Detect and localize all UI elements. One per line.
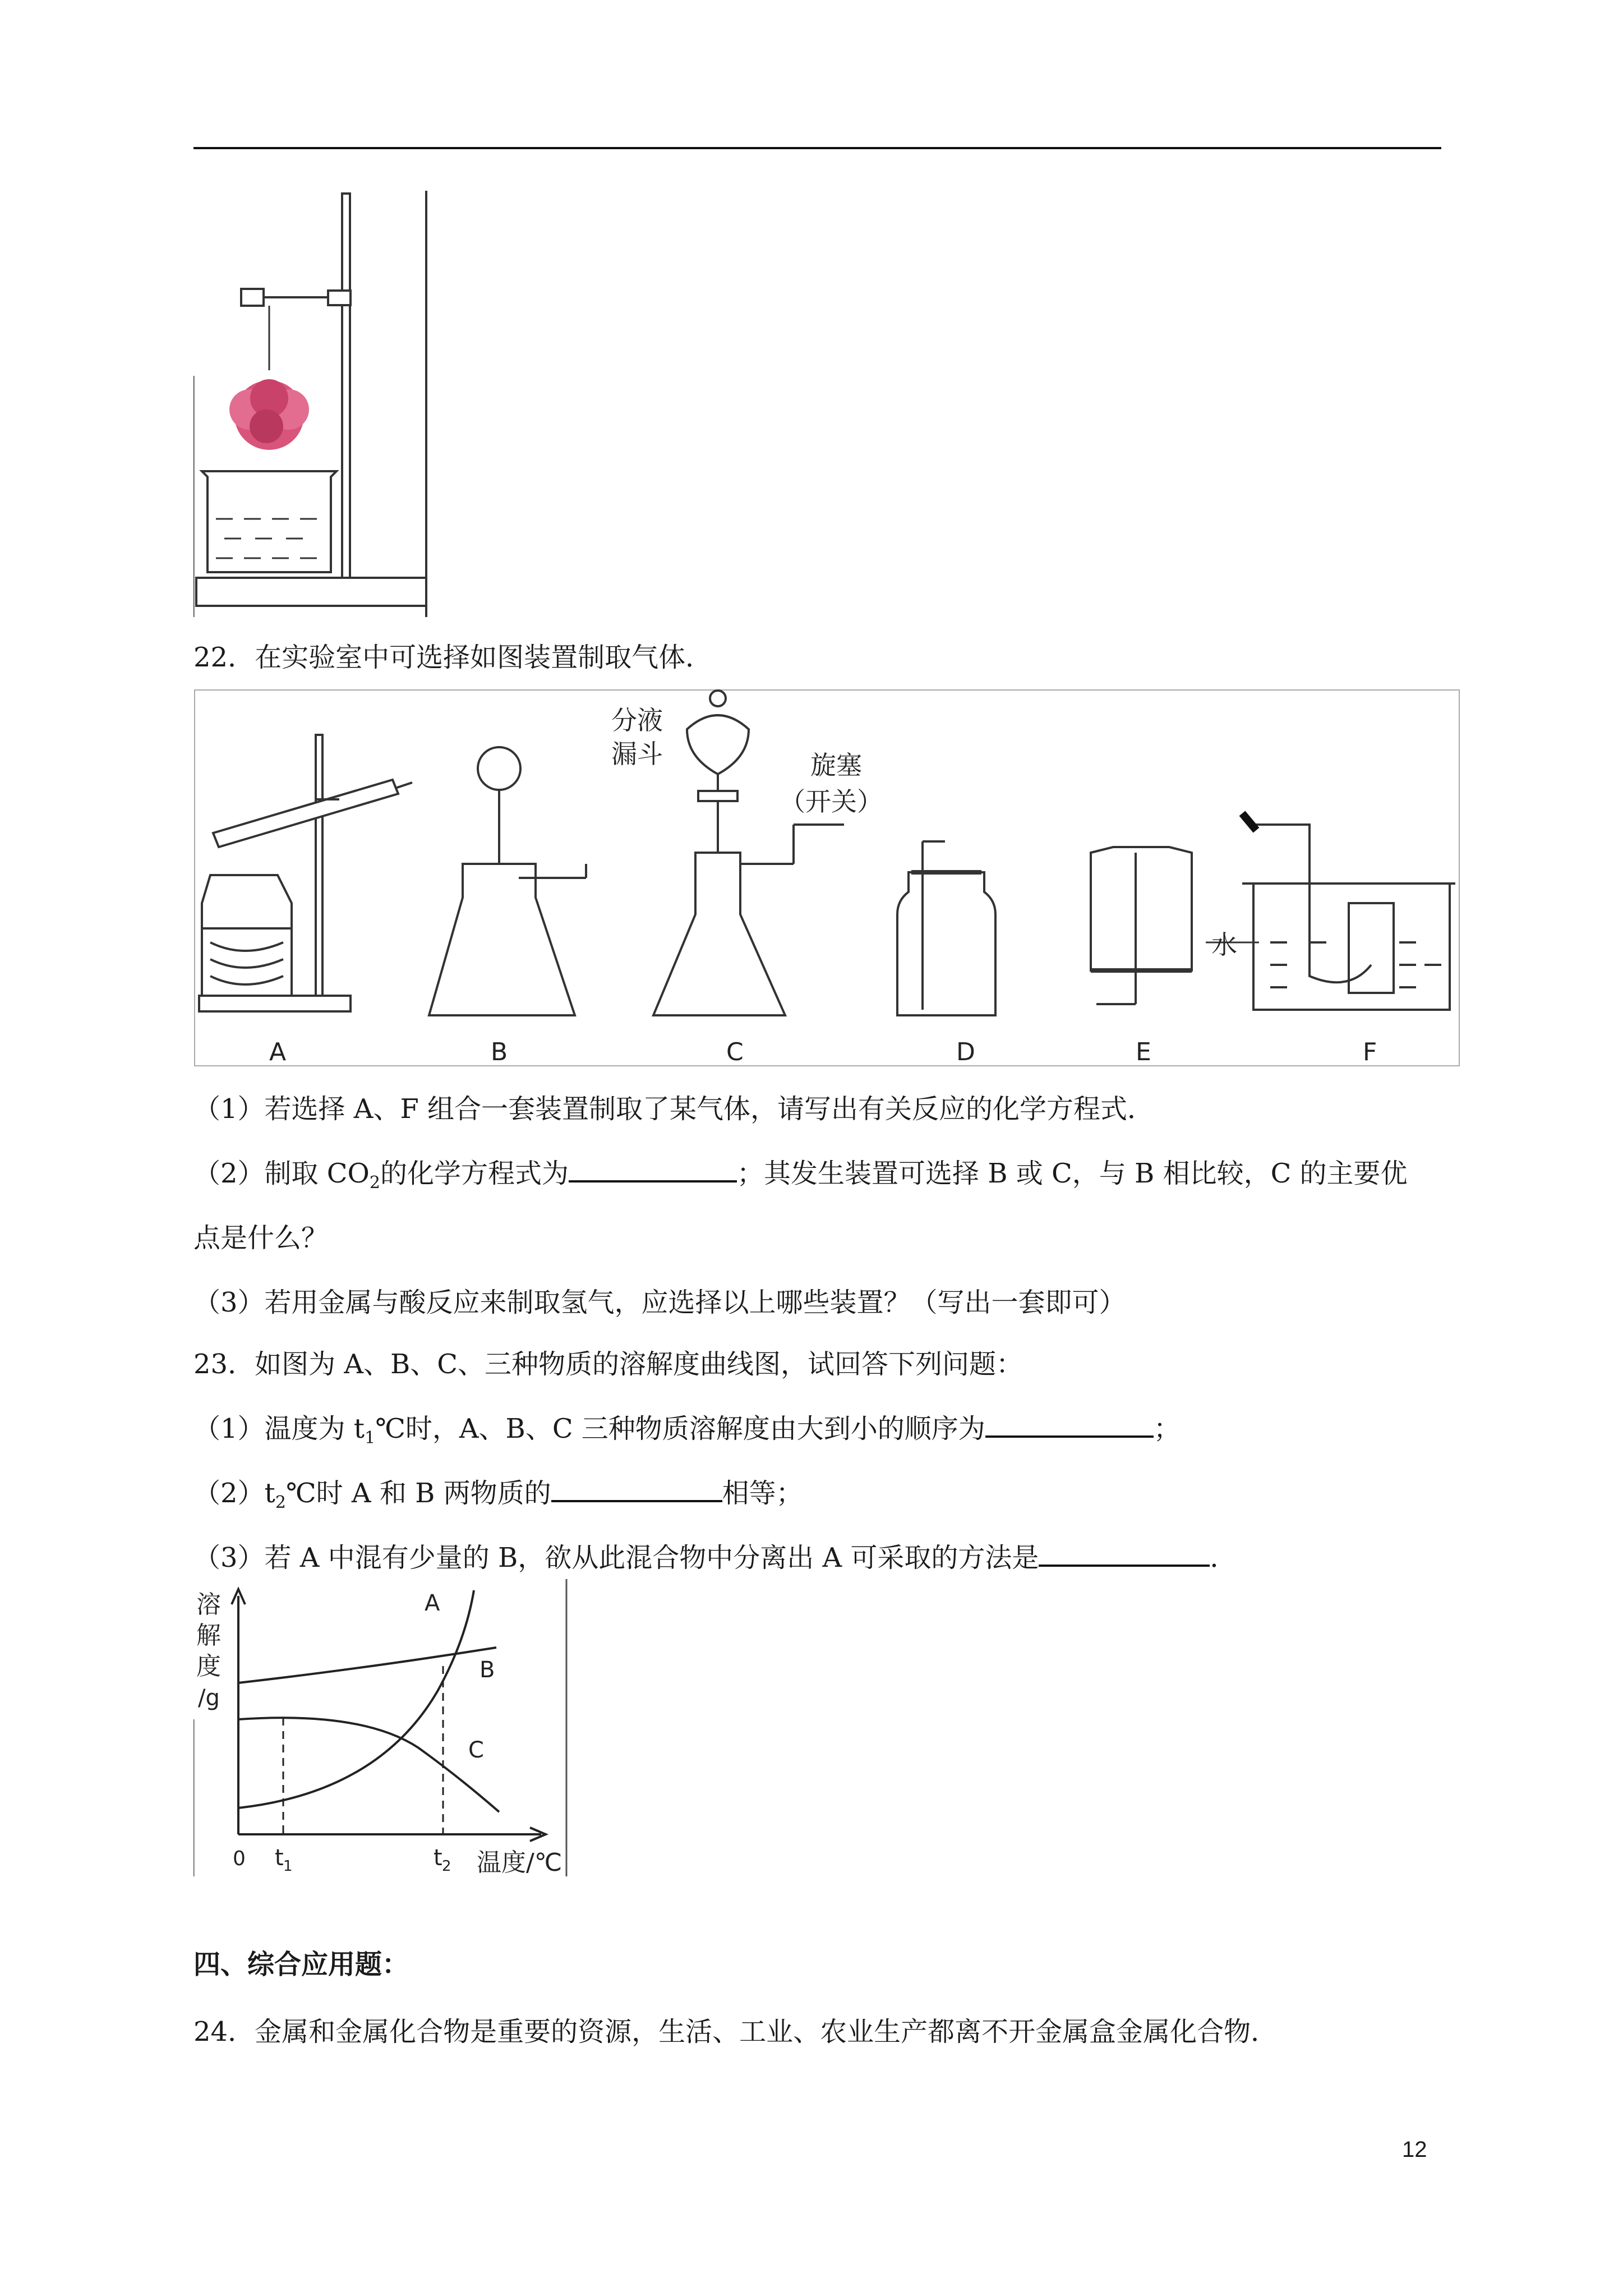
- valve-label-2: （开关）: [780, 786, 883, 817]
- q23-part3: （3）若 A 中混有少量的 B，欲从此混合物中分离出 A 可采取的方法是 ．: [193, 1540, 1237, 1576]
- curve-b: [238, 1648, 496, 1683]
- stand-rod: [342, 194, 350, 581]
- q23-title: 23．如图为 A、B、C、三种物质的溶解度曲线图，试回答下列问题：: [193, 1349, 1023, 1380]
- t1-label: t: [275, 1845, 284, 1871]
- header-rule: [193, 147, 1441, 149]
- valve-label-1: 旋塞: [810, 750, 862, 780]
- page-number: 12: [1402, 2137, 1427, 2162]
- curve-a: [238, 1590, 474, 1808]
- q23-answer-blank-3[interactable]: [1039, 1540, 1210, 1567]
- funnel-label-1: 分液: [611, 705, 663, 735]
- label-e: E: [1136, 1038, 1151, 1066]
- t2-label: t: [434, 1845, 442, 1871]
- xlabel: 温度/℃: [477, 1848, 562, 1876]
- label-b: B: [491, 1038, 508, 1066]
- q22-part3: （3）若用金属与酸反应来制取氢气，应选择以上哪些装置？（写出一套即可）: [193, 1287, 1126, 1318]
- q24-text: 24．金属和金属化合物是重要的资源，生活、工业、农业生产都离不开金属盒金属化合物．: [193, 2016, 1278, 2047]
- flower-icon: [229, 379, 309, 450]
- apparatus-d: [897, 841, 995, 1015]
- label-d: D: [956, 1038, 975, 1066]
- ylabel-char-1: 溶: [196, 1590, 221, 1619]
- curve-b-label: B: [479, 1657, 495, 1683]
- lab-apparatus-figure: [193, 679, 1461, 1071]
- q22-part2: （2）制取 $CO_2$的化学方程式为 ；其发生装置可选择 B 或 C，与 B 相比较，C 的主要优: [193, 1156, 1408, 1201]
- apparatus-e: [1091, 847, 1192, 1004]
- stand-clamp: [328, 291, 351, 305]
- section-4-title: 四、综合应用题：: [193, 1949, 409, 1980]
- label-f: F: [1363, 1038, 1377, 1066]
- t2-subscript: 2: [442, 1858, 451, 1875]
- water-label: 水: [1211, 930, 1237, 960]
- t1-subscript: 1: [283, 1858, 293, 1875]
- ylabel-char-3: 度: [196, 1652, 221, 1681]
- separatory-funnel: [687, 715, 749, 774]
- q22-answer-blank[interactable]: [569, 1156, 737, 1182]
- funnel-label-2: 漏斗: [611, 739, 663, 769]
- beaker: [202, 471, 336, 572]
- q23-part2: $(2)t_2℃$时 A 和 B 两物质的 相等；: [193, 1475, 803, 1521]
- q22-title: 22．在实验室中可选择如图装置制取气体．: [193, 642, 713, 673]
- apparatus-a: [199, 735, 412, 1011]
- q22-part1: （1）若选择 A、F 组合一套装置制取了某气体，请写出有关反应的化学方程式．: [193, 1093, 1155, 1125]
- curve-c-label: C: [468, 1737, 484, 1763]
- label-a: A: [269, 1038, 287, 1066]
- ylabel-char-4: /g: [198, 1685, 220, 1711]
- origin-label: 0: [233, 1847, 246, 1870]
- stopcock: [698, 791, 737, 801]
- stand-base: [196, 578, 426, 606]
- q23-part1: （1）温度为 $t_1℃$时，A、B、C 三种物质溶解度由大到小的顺序为 ；: [193, 1411, 1181, 1456]
- apparatus-b: [429, 747, 586, 1015]
- apparatus-c: [653, 691, 844, 1015]
- label-c: C: [726, 1038, 744, 1066]
- q23-answer-blank-2[interactable]: [551, 1475, 722, 1502]
- q22-part2-cont: 点是什么？: [193, 1222, 329, 1254]
- solubility-curve-figure: [193, 1579, 575, 1876]
- apparatus-f: [1206, 813, 1455, 1010]
- curve-a-label: A: [425, 1590, 440, 1616]
- q23-answer-blank-1[interactable]: [985, 1411, 1154, 1438]
- flower-beaker-figure: [193, 191, 429, 617]
- ylabel-char-2: 解: [196, 1621, 221, 1650]
